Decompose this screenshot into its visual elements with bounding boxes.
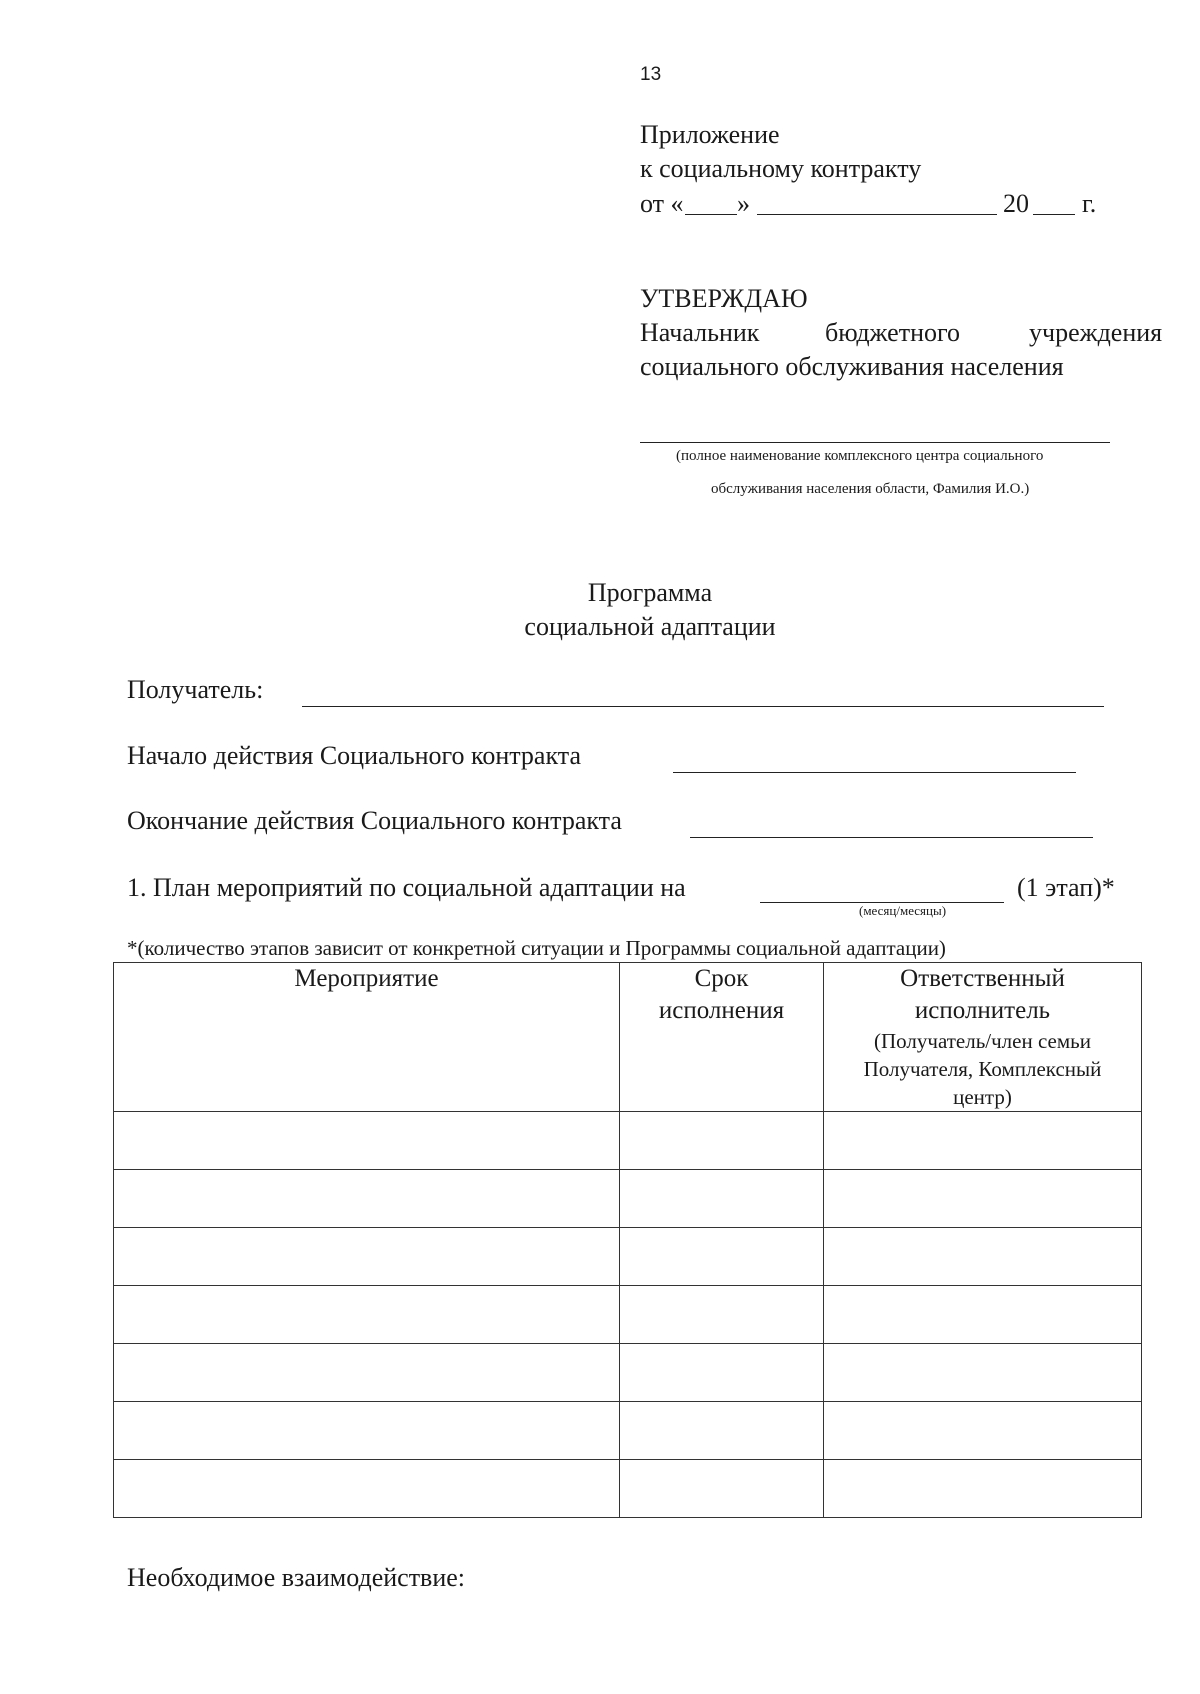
approval-word-institution: учреждения [1029, 318, 1163, 347]
header-deadline-line1: Срок [694, 965, 749, 992]
table-cell-activity[interactable] [114, 1112, 620, 1170]
header-responsible-line5: центр) [953, 1085, 1012, 1109]
table-cell-deadline[interactable] [620, 1460, 824, 1518]
table-cell-activity[interactable] [114, 1286, 620, 1344]
table-row [114, 1402, 1142, 1460]
annex-year-blank[interactable] [1033, 214, 1075, 215]
table-row [114, 1286, 1142, 1344]
table-header-row [114, 963, 1142, 1112]
approval-word-budget: бюджетного [825, 318, 961, 347]
approval-note-line1: (полное наименование комплексного центра социального [676, 448, 1044, 464]
table-cell-deadline[interactable] [620, 1228, 824, 1286]
table-row [114, 1460, 1142, 1518]
table-cell-responsible[interactable] [824, 1170, 1142, 1228]
table-row [114, 1228, 1142, 1286]
table-cell-responsible[interactable] [824, 1286, 1142, 1344]
header-deadline-line2: исполнения [658, 997, 785, 1024]
table-cell-responsible[interactable] [824, 1112, 1142, 1170]
annex-month-blank[interactable] [757, 214, 997, 215]
table-cell-activity[interactable] [114, 1344, 620, 1402]
contract-start-field[interactable] [673, 772, 1076, 773]
approval-line2: социального обслуживания населения [640, 352, 1064, 381]
plan-period-note: (месяц/месяцы) [859, 903, 947, 918]
plan-footnote: *(количество этапов зависит от конкретной ситуации и Программы социальной адаптации) [127, 936, 946, 960]
annex-year-prefix: 20 [1003, 189, 1029, 218]
table-row [114, 1170, 1142, 1228]
annex-day-blank[interactable] [685, 214, 737, 215]
header-activity-label: Мероприятие [294, 965, 439, 992]
header-responsible-line1: Ответственный [900, 965, 1065, 992]
annex-date-prefix: от « [640, 189, 684, 218]
approval-note-line2: обслуживания населения области, Фамилия И.О.) [711, 481, 1030, 497]
table-cell-activity[interactable] [114, 1460, 620, 1518]
header-responsible-line4: Получателя, Комплексный [863, 1057, 1102, 1081]
annex-date-mid: » [737, 189, 750, 218]
table-cell-responsible[interactable] [824, 1402, 1142, 1460]
table-cell-deadline[interactable] [620, 1402, 824, 1460]
table-cell-responsible[interactable] [824, 1228, 1142, 1286]
annex-contract-ref: к социальному контракту [640, 154, 922, 183]
header-responsible-line3: (Получатель/член семьи [874, 1029, 1091, 1053]
contract-end-field[interactable] [690, 837, 1093, 838]
table-cell-responsible[interactable] [824, 1460, 1142, 1518]
plan-table [113, 962, 1142, 1518]
approval-word-head: Начальник [640, 318, 760, 347]
approval-title: УТВЕРЖДАЮ [640, 284, 808, 313]
approval-signature-blank[interactable] [640, 442, 1110, 443]
header-responsible [824, 963, 1142, 1112]
annex-title: Приложение [640, 120, 780, 149]
table-cell-responsible[interactable] [824, 1344, 1142, 1402]
header-responsible-line2: исполнитель [914, 997, 1051, 1024]
table-cell-activity[interactable] [114, 1402, 620, 1460]
contract-end-label: Окончание действия Социального контракта [127, 806, 622, 835]
table-cell-deadline[interactable] [620, 1170, 824, 1228]
program-subtitle: социальной адаптации [524, 612, 776, 641]
plan-heading: 1. План мероприятий по социальной адаптации на [127, 873, 686, 902]
table-cell-activity[interactable] [114, 1228, 620, 1286]
header-activity [114, 963, 620, 1112]
page-number: 13 [640, 64, 662, 85]
recipient-label: Получатель: [127, 675, 264, 704]
table-cell-deadline[interactable] [620, 1286, 824, 1344]
table-row [114, 1112, 1142, 1170]
table-cell-activity[interactable] [114, 1170, 620, 1228]
table-cell-deadline[interactable] [620, 1112, 824, 1170]
program-title: Программа [587, 578, 713, 607]
header-deadline [620, 963, 824, 1112]
contract-start-label: Начало действия Социального контракта [127, 741, 581, 770]
recipient-field[interactable] [302, 706, 1104, 707]
interaction-label: Необходимое взаимодействие: [127, 1563, 466, 1592]
annex-year-suffix: г. [1082, 189, 1097, 218]
table-cell-deadline[interactable] [620, 1344, 824, 1402]
plan-stage: (1 этап)* [1017, 873, 1115, 902]
table-row [114, 1344, 1142, 1402]
